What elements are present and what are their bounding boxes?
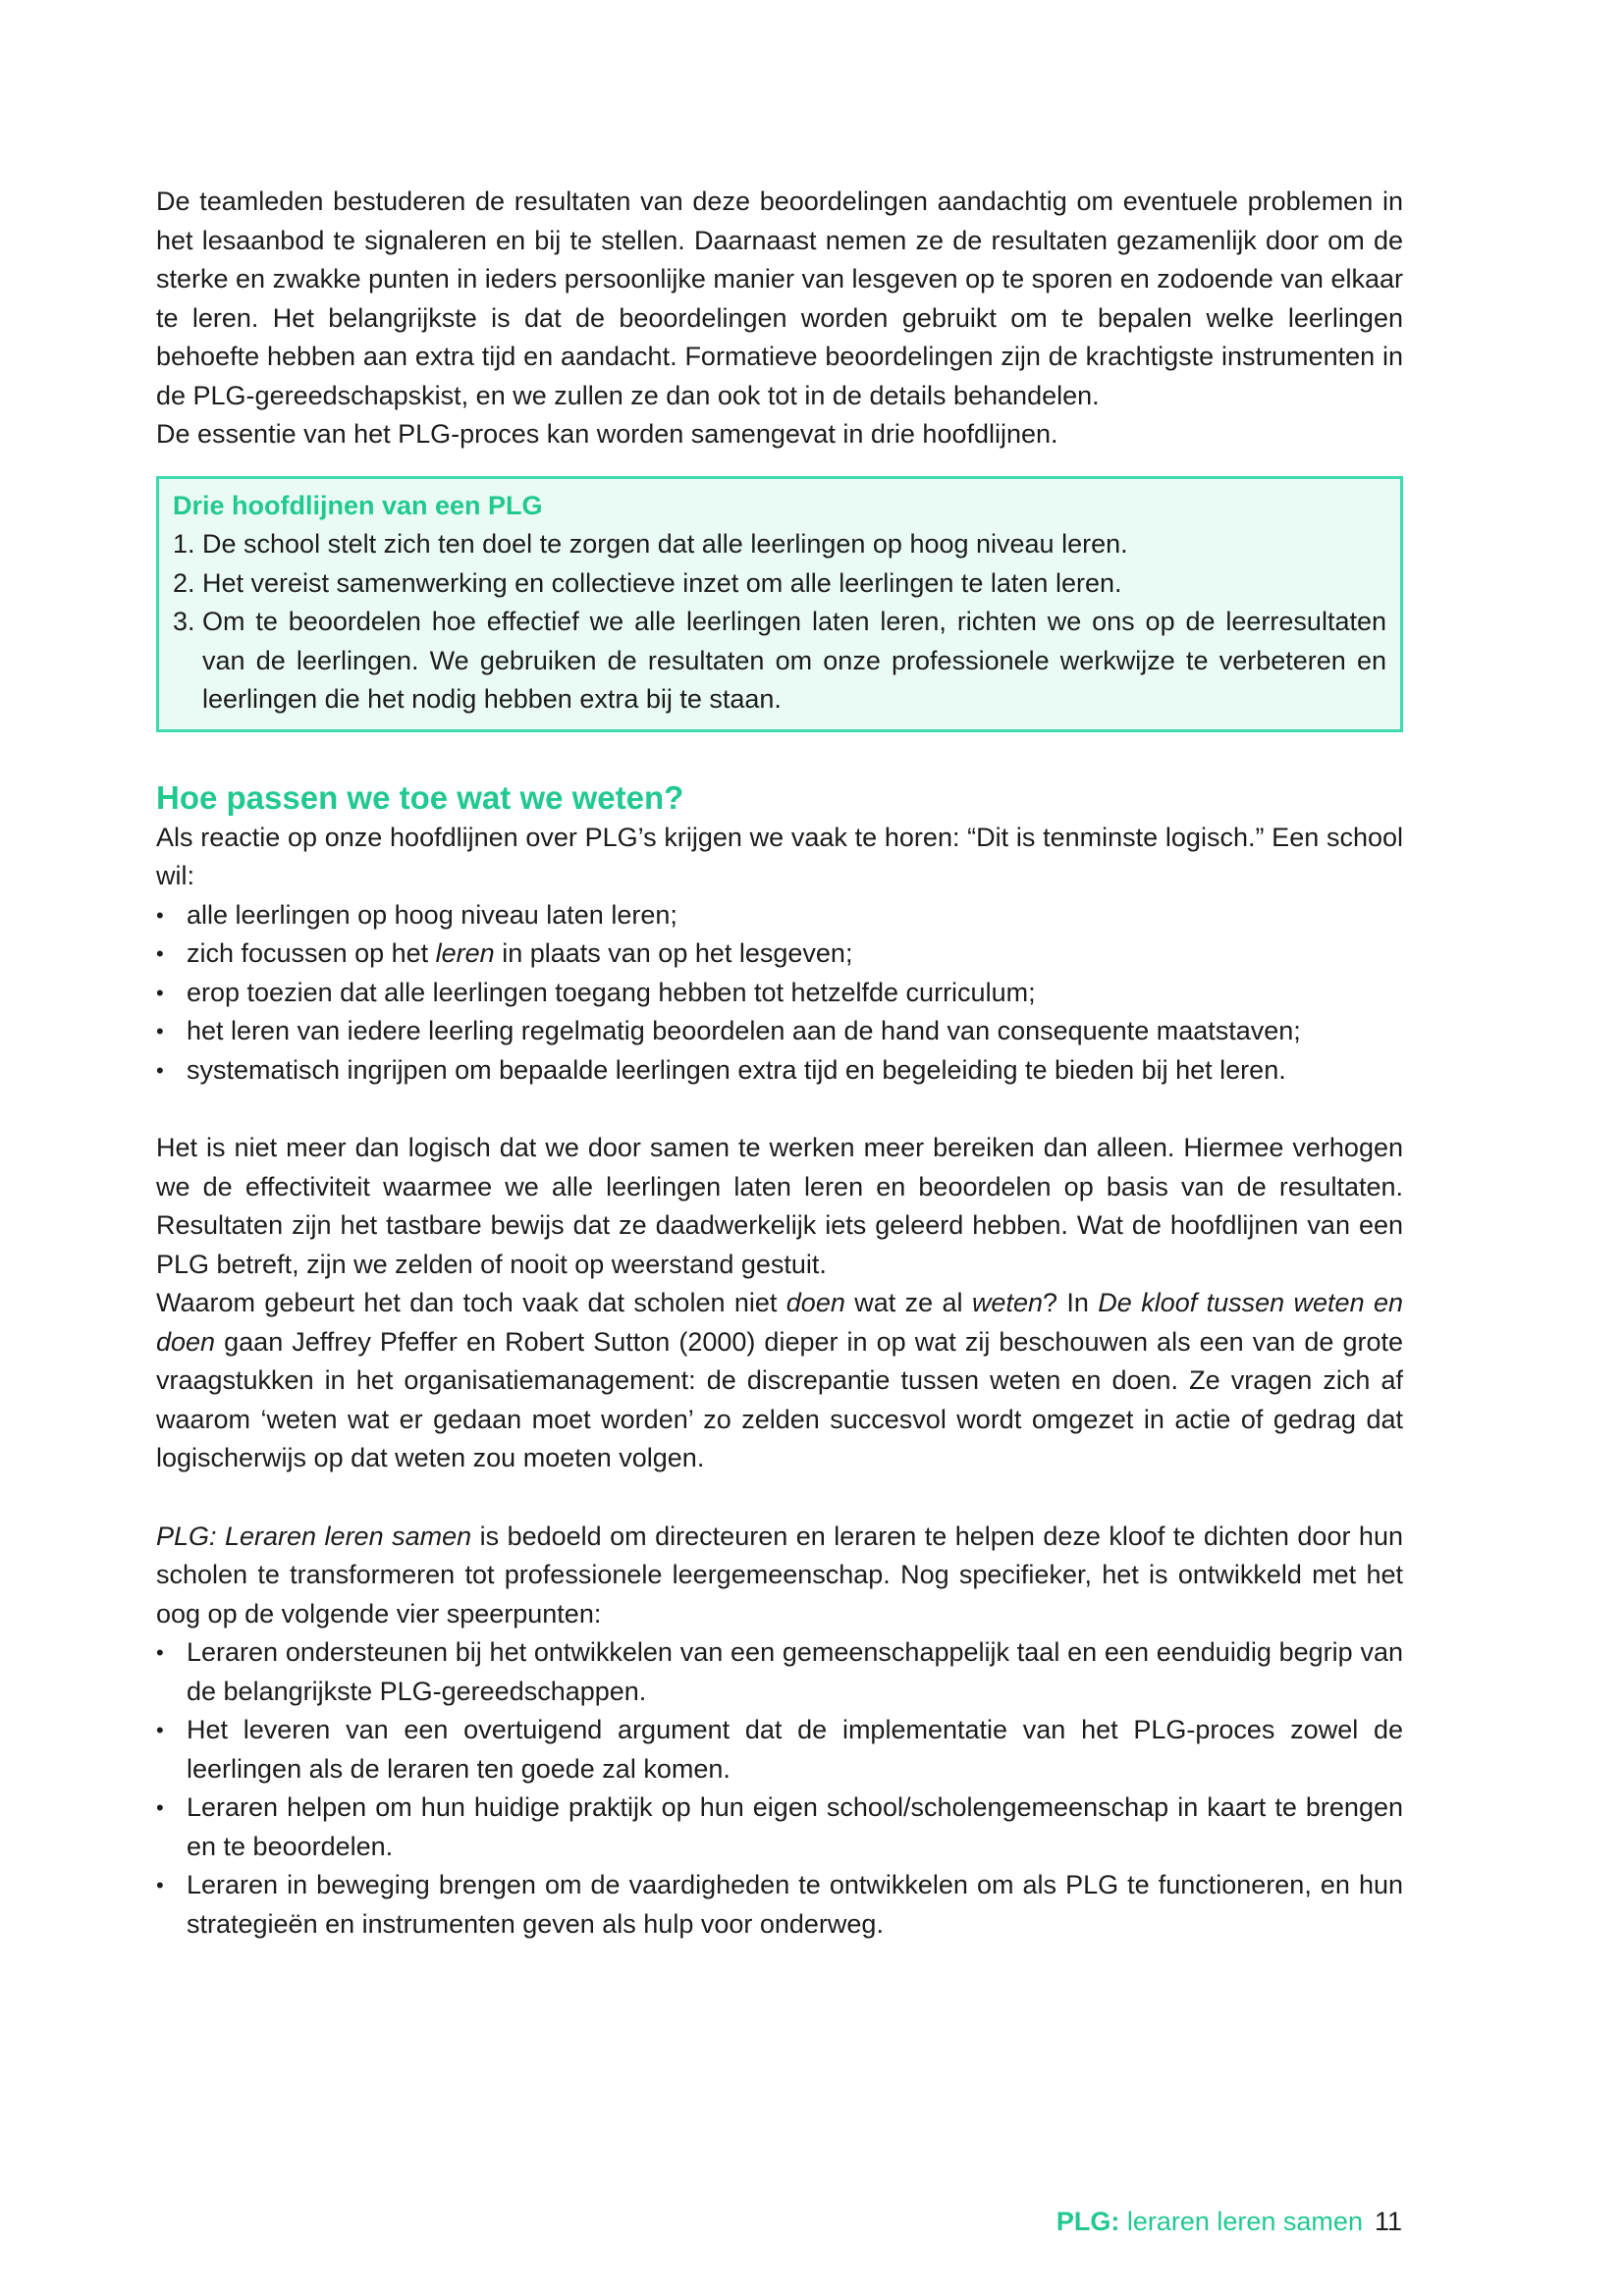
- intro-summary: De essentie van het PLG-proces kan worden samengevat in drie hoofdlijnen.: [156, 419, 1058, 449]
- page-content: [156, 183, 1403, 1944]
- key-point-number: 2.: [173, 567, 195, 598]
- key-points-title: Drie hoofdlijnen van een PLG: [173, 490, 543, 520]
- bullet-icon: •: [156, 1718, 164, 1742]
- bullet-icon: •: [156, 1019, 164, 1043]
- list-item: [156, 1633, 1403, 1711]
- list-item-text: Leraren in beweging brengen om de vaardigheden te ontwikkelen om als PLG te functioneren, en hun strategieën en instrumenten geven als hulp voor onderweg.: [187, 1870, 1403, 1939]
- section-lead: Als reactie op onze hoofdlijnen over PLG’s krijgen we vaak te horen: “Dit is tenminste logisch.” Een school wil:: [156, 822, 1403, 890]
- footer-book-title: leraren leren samen: [1119, 2207, 1363, 2236]
- list-item-text: erop toezien dat alle leerlingen toegang hebben tot hetzelfde curriculum;: [187, 977, 1036, 1007]
- intro-paragraph: De teamleden bestuderen de resultaten van deze beoordelingen aandachtig om eventuele problemen in het lesaanbod te signaleren en bij te stellen. Daarnaast nemen ze de resultaten gezamenlijk door om de sterke en zwakke punten in ieders persoonlijke manier van lesgeven op te sporen en zodoende van elkaar te leren. Het belangrijkste is dat de beoordelingen worden gebruikt om te bepalen welke leerlingen behoefte hebben aan extra tijd en aandacht. Formatieve beoordelingen zijn de krachtigste instrumenten in de PLG-gereedschapskist, en we zullen ze dan ook tot in de details behandelen.: [156, 187, 1403, 410]
- key-point-number: 3.: [173, 607, 195, 636]
- book-title-reference: PLG: Leraren leren samen: [156, 1521, 472, 1551]
- paragraph-gap: [156, 1090, 1403, 1129]
- list-item: [156, 1789, 1403, 1866]
- text-run: is bedoeld om directeuren en leraren te helpen deze kloof te dichten door hun scholen te transformeren tot professionele leergemeenschap. Nog specifieker, het is ontwikkeld met het oog op de volgende vier speerpunten:: [156, 1521, 1403, 1629]
- key-point-number: 1.: [173, 529, 195, 559]
- text-run: zich focussen op het: [187, 938, 436, 968]
- bullet-icon: •: [156, 1873, 164, 1897]
- list-item-text: alle leerlingen op hoog niveau laten leren;: [187, 899, 677, 930]
- list-item: [156, 974, 1403, 1013]
- bullet-icon: •: [156, 980, 164, 1005]
- emphasis: doen: [785, 1288, 845, 1317]
- text-run: in plaats van op het lesgeven;: [494, 938, 853, 968]
- emphasis: weten: [971, 1288, 1043, 1317]
- paragraph-gap: [156, 1478, 1403, 1518]
- key-points-list: [173, 525, 1386, 720]
- key-point-item: [173, 603, 1386, 720]
- list-item-text: het leren van iedere leerling regelmatig beoordelen aan de hand van consequente maatstaven;: [187, 1016, 1301, 1045]
- goals-list: [156, 1633, 1403, 1944]
- list-item: [156, 1012, 1403, 1051]
- bullet-icon: •: [156, 902, 164, 928]
- knowing-doing-paragraph: [156, 1284, 1403, 1478]
- section-heading: Hoe passen we toe wat we weten?: [156, 778, 684, 816]
- book-title-reference: De kloof tussen weten en doen: [156, 1288, 1403, 1357]
- key-points-box: [156, 476, 1403, 732]
- key-point-text: Om te beoordelen hoe effectief we alle leerlingen laten leren, richten we ons op de leerresultaten van de leerlingen. We gebruiken de resultaten om onze professionele werkwijze te verbeteren en leerlingen die het nodig hebben extra bij te staan.: [202, 607, 1386, 714]
- list-item-text: [187, 934, 1403, 974]
- list-item: [156, 1866, 1403, 1944]
- list-item: [156, 896, 1403, 935]
- key-point-text: De school stelt zich ten doel te zorgen dat alle leerlingen op hoog niveau leren.: [202, 529, 1128, 559]
- text-run: gaan Jeffrey Pfeffer en Robert Sutton (2000) dieper in op wat zij beschouwen als een van de grote vraagstukken in het organisatiemanagement: de discrepantie tussen weten en doen. Ze vragen zich af waarom ‘weten wat er gedaan moet worden’ zo zelden succesvol wordt omgezet in actie of gedrag dat logischerwijs op dat weten zou moeten volgen.: [156, 1326, 1403, 1472]
- emphasis: leren: [435, 938, 495, 968]
- footer-book-short: PLG:: [1056, 2207, 1120, 2236]
- text-run: Waarom gebeurt het dan toch vaak dat scholen niet: [156, 1288, 786, 1317]
- list-item-text: systematisch ingrijpen om bepaalde leerlingen extra tijd en begeleiding te bieden bij het leren.: [187, 1054, 1286, 1085]
- key-point-item: [173, 564, 1386, 604]
- key-point-item: [173, 525, 1386, 564]
- list-item: [156, 934, 1403, 974]
- book-purpose-paragraph: [156, 1518, 1403, 1634]
- bullet-icon: •: [156, 1640, 164, 1665]
- school-wants-list: [156, 896, 1403, 1091]
- bullet-icon: •: [156, 1795, 164, 1820]
- page-footer: [1056, 2204, 1402, 2239]
- logic-paragraph: Het is niet meer dan logisch dat we door samen te werken meer bereiken dan alleen. Hiermee verhogen we de effectiviteit waarmee we alle leerlingen laten leren en beoordelen op basis van de resultaten. Resultaten zijn het tastbare bewijs dat ze daadwerkelijk iets geleerd hebben. Wat de hoofdlijnen van een PLG betreft, zijn we zelden of nooit op weerstand gestuit.: [156, 1133, 1403, 1279]
- list-item: [156, 1051, 1403, 1091]
- list-item: [156, 1711, 1403, 1789]
- bullet-icon: •: [156, 941, 164, 966]
- list-item-text: Het leveren van een overtuigend argument dat de implementatie van het PLG-proces zowel de leerlingen als de leraren ten goede zal komen.: [187, 1715, 1403, 1784]
- bullet-icon: •: [156, 1057, 164, 1083]
- text-run: wat ze al: [844, 1288, 972, 1317]
- key-point-text: Het vereist samenwerking en collectieve inzet om alle leerlingen te laten leren.: [202, 567, 1122, 598]
- page-number: 11: [1374, 2207, 1402, 2236]
- text-run: ? In: [1043, 1288, 1099, 1317]
- list-item-text: Leraren ondersteunen bij het ontwikkelen van een gemeenschappelijk taal en een eenduidig begrip van de belangrijkste PLG-gereedschappen.: [187, 1637, 1403, 1706]
- list-item-text: Leraren helpen om hun huidige praktijk op hun eigen school/scholengemeenschap in kaart te brengen en te beoordelen.: [187, 1792, 1403, 1861]
